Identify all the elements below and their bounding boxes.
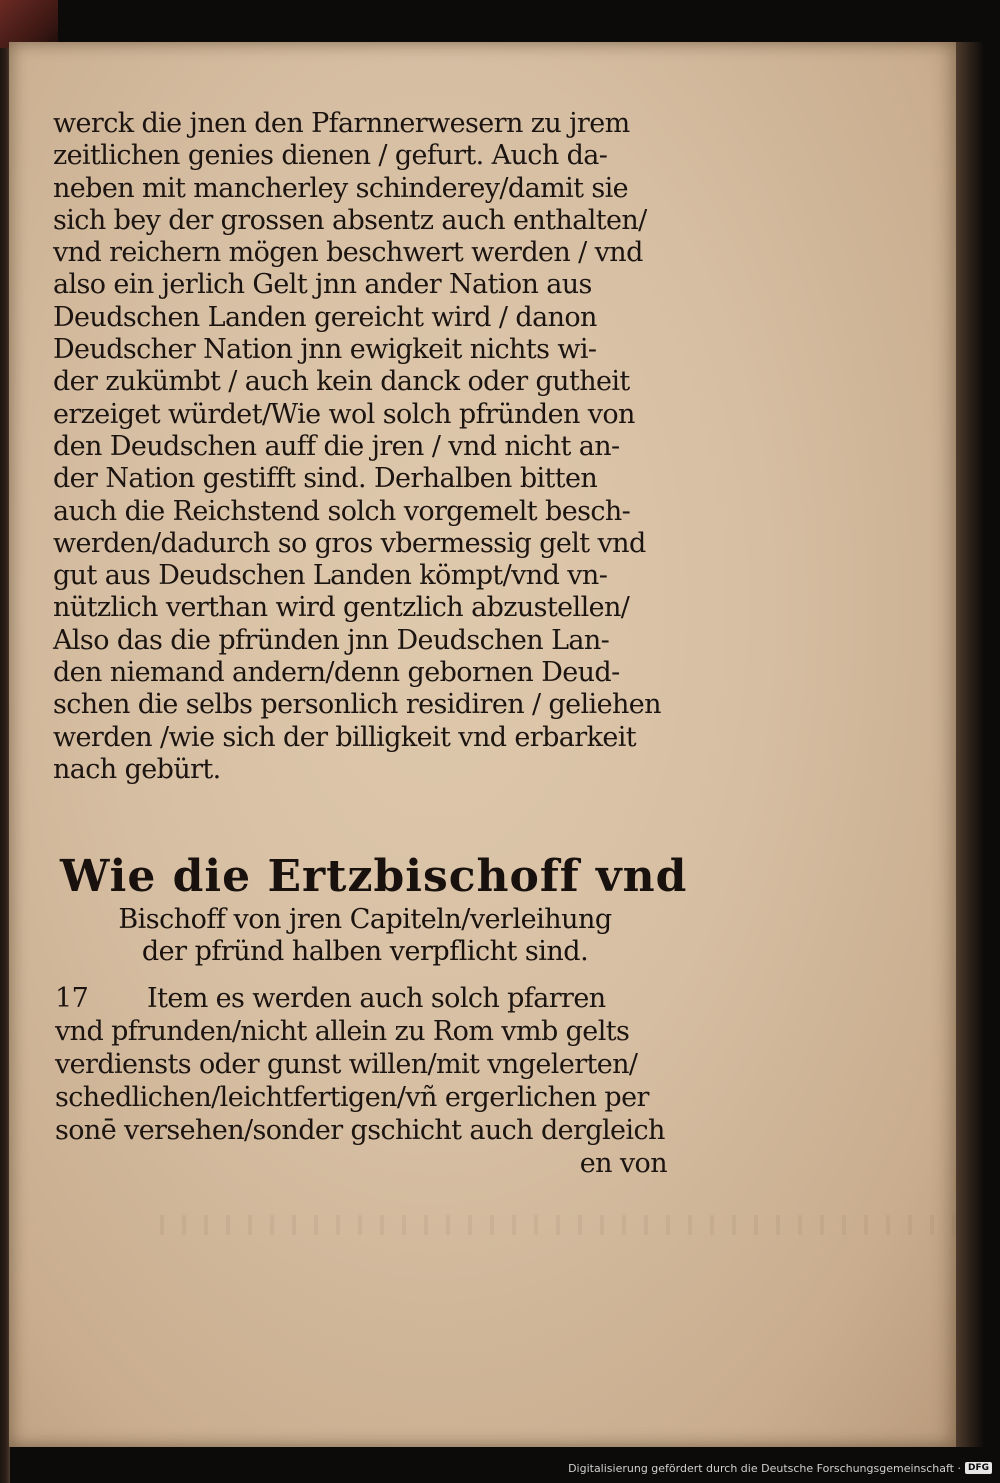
text-line: schen die selbs personlich residiren / geliehen [53,689,661,721]
page-edge [956,42,984,1447]
text-line: der Nation gestifft sind. Derhalben bitten [53,463,598,495]
text-line: schedlichen/leichtfertigen/vñ ergerlichen per [55,1082,649,1113]
heading-title: Wie die Ertzbischoff vnd [60,851,688,902]
text-line: nach gebürt. [53,753,221,785]
digitization-footer [568,1457,992,1479]
marginal-number: 17 [55,983,89,1014]
text-line: verdiensts oder gunst willen/mit vngelerten/ [55,1049,638,1080]
paragraph-1 [53,108,673,786]
text-line: Deudscher Nation jnn ewigkeit nichts wi- [53,334,597,366]
page-texture [160,1215,960,1235]
cover-corner [0,0,58,48]
text-line: zeitlichen genies dienen / gefurt. Auch da- [53,140,608,172]
text-line: neben mit mancherley schinderey/damit sie [53,172,629,204]
text-line: Also das die pfründen jnn Deudschen Lan- [53,624,610,656]
dfg-logo: DFG [965,1462,992,1474]
section-heading [60,850,688,968]
catchword: en von [579,1148,667,1179]
text-line: sonē versehen/sonder gschicht auch dergleich [55,1115,665,1146]
heading-subtitle-line: Bischoff von jren Capiteln/verleihung [118,904,612,935]
paragraph-2 [55,982,675,1180]
text-line: vnd reichern mögen beschwert werden / vnd [53,237,643,269]
text-line: sich bey der grossen absentz auch enthalten/ [53,204,647,236]
text-line: der zukümbt / auch kein danck oder gutheit [53,366,630,398]
text-line: auch die Reichstend solch vorgemelt besch- [53,495,631,527]
text-line: Deudschen Landen gereicht wird / danon [53,301,597,333]
text-line: den niemand andern/denn gebornen Deud- [53,657,620,689]
text-line: werck die jnen den Pfarnnerwesern zu jrem [53,108,630,139]
text-line: gut aus Deudschen Landen kömpt/vnd vn- [53,560,608,592]
funding-credit: Digitalisierung gefördert durch die Deutsche Forschungsgemeinschaft · [568,1461,961,1475]
heading-subtitle-line: der pfründ halben verpflicht sind. [141,936,589,967]
text-line: erzeiget würdet/Wie wol solch pfründen von [53,398,635,430]
text-line: vnd pfrunden/nicht allein zu Rom vmb gelts [55,1016,630,1047]
text-line [55,982,675,1015]
text-line: werden /wie sich der billigkeit vnd erbarkeit [53,721,636,753]
text-line-content: Item es werden auch solch pfarren [147,983,606,1014]
text-line: nützlich verthan wird gentzlich abzustellen/ [53,592,630,624]
text-line: werden/dadurch so gros vbermessig gelt vnd [53,527,646,559]
text-line: also ein jerlich Gelt jnn ander Nation aus [53,269,592,301]
text-line: den Deudschen auff die jren / vnd nicht an- [53,430,620,462]
